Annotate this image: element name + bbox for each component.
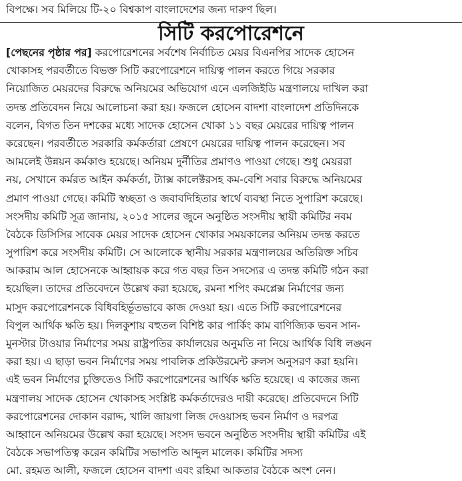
continuation-kicker: [পেছনের পৃষ্ঠার পর] [6,47,92,59]
article-line: করেছেন। পরবর্তীতে সরকারি কর্মকর্তারা প্রেষণে মেয়রের দায়িত্ব পালন করেছেন। সব [6,137,345,150]
article-line: করপোরেশনের দোকান বরাদ্দ, খালি জায়গা লিজ দেওয়াসহ ভবন নির্মাণ ও দরপত্র [6,410,339,423]
article-line: মাসুদ করপোরেশনকে বিধিবহির্ভূতভাবে কাজ দেওয়া হয়। এতে সিটি করপোরেশনের [6,301,342,314]
article-line: বৈঠকে ডিসিসির সাবেক মেয়র সাদেক হোসেন খোকার সময়কালের অনিয়ম তদন্ত করতে [6,228,360,241]
article-line: [পেছনের পৃষ্ঠার পর] করপোরেশনের সর্বশেষ নির্বাচিত মেয়র বিএনপির সাদেক হোসেন [6,47,355,59]
article-body [6,44,458,481]
article-line: আহ্বানে অনিয়মের উল্লেখ করা হয়েছে। সংসদ ভবনে অনুষ্ঠিত সংসদীয় স্থায়ী কমিটির এই [6,428,366,441]
article-line: নিয়োজিত মেয়রদের বিরুদ্ধে অনিয়মের অভিযোগ এনে এলজিইডি মন্ত্রণালয়ে দাখিল করা [6,83,369,96]
article-line: তদন্ত প্রতিবেদন নিয়ে আলোচনা করা হয়। ফজলে হোসেন বাদশা বাংলাদেশ প্রতিদিনকে [6,101,359,114]
article-line: খোকাসহ পরবর্তীতে বিভক্ত সিটি করপোরেশনে দায়িত্ব পালন করতে গিয়ে সরকার [6,65,335,78]
article-line: মন্ত্রণালয় সাদেক হোসেন খোকাসহ সংশ্লিষ্ট কর্মকর্তাদেরও দায়ী করেছে। প্রতিবেদনে সিটি [6,392,359,405]
article-line: সংসদীয় কমিটি সূত্র জানায়, ২০১৫ সালের জুনে অনুষ্ঠিত সংসদীয় স্থায়ী কমিটির নবম [6,210,352,223]
article-line: আমলেই উন্নয়ন কর্মকাণ্ড হয়েছে। অনিয়ম দুর্নীতির প্রমাণও পাওয়া গেছে। শুধু মেয়ররা [6,156,352,169]
article-line: এই ভবন নির্মাণের চুক্তিতেও সিটি করপোরেশনের আর্থিক ক্ষতি হয়েছে। এ কাজের জন্য [6,374,360,387]
article-line: করা হয়। এ ছাড়া ভবন নির্মাণের সময় পাবলিক প্রকিউরমেন্ট রুলস অনুসরণ করা হয়নি। [6,356,359,369]
article-line: হয়েছিল। তাদের প্রতিবেদনে উল্লেখ করা হয়েছে, রমনা শপিং কমপ্লেক্স নির্মাণের জন্য [6,283,344,296]
previous-article-tail: বিপক্ষে। সব মিলিয়ে টি-২০ বিশ্বকাপ বাংলাদেশের জন্য দারুণ ছিল। [6,4,277,16]
article-line: নয়, সেখানে কর্মরত আইন কর্মকর্তা, ট্যাক্স কালেক্টরসহ কম-বেশি সবার বিরুদ্ধে অনিয়মের [6,174,363,187]
article-line: মো. রহমত আলী, ফজলে হোসেন বাদশা এবং রহিমা আকতার বৈঠকে অংশ নেন। [6,465,336,478]
article-line: মুনস্টার টাওয়ার নির্মাণের সময় রাষ্ট্রপতির কার্যালয়ের অনুমতি না নিয়ে আর্থিক বিধি লঙ্ঘন [6,338,372,350]
article-line: প্রমাণ পাওয়া গেছে। কমিটি স্বচ্ছতা ও জবাবদিহিতার স্বার্থে ব্যবস্থা নিতে সুপারিশ করেছে। [6,192,363,205]
article-line: বৈঠকে সভাপতিত্ব করেন কমিটির সভাপতি আব্দুল মালেক। কমিটির সদস্য [6,447,303,460]
article-line: বলেন, বিগত তিন দশকের মধ্যে সাদেক হোসেন খোকা ১১ বছর মেয়রের দায়িত্ব পালন [6,119,354,132]
article-headline: সিটি করপোরেশনে [158,21,304,45]
article-line: বিপুল আর্থিক ক্ষতি হয়। দিলকুশায় বহুতল বিশিষ্ট কার পার্কিং কাম বাণিজ্যিক ভবন সান- [6,319,361,332]
article-line: সুপারিশ করে সংসদীয় কমিটি। সে আলোকে স্থানীয় সরকার মন্ত্রণালয়ের অতিরিক্ত সচিব [6,247,359,260]
article-line: আকরাম আল হোসেনকে আহ্বায়ক করে গত বছর তিন সদস্যের এ তদন্ত কমিটি গঠন করা [6,265,369,278]
